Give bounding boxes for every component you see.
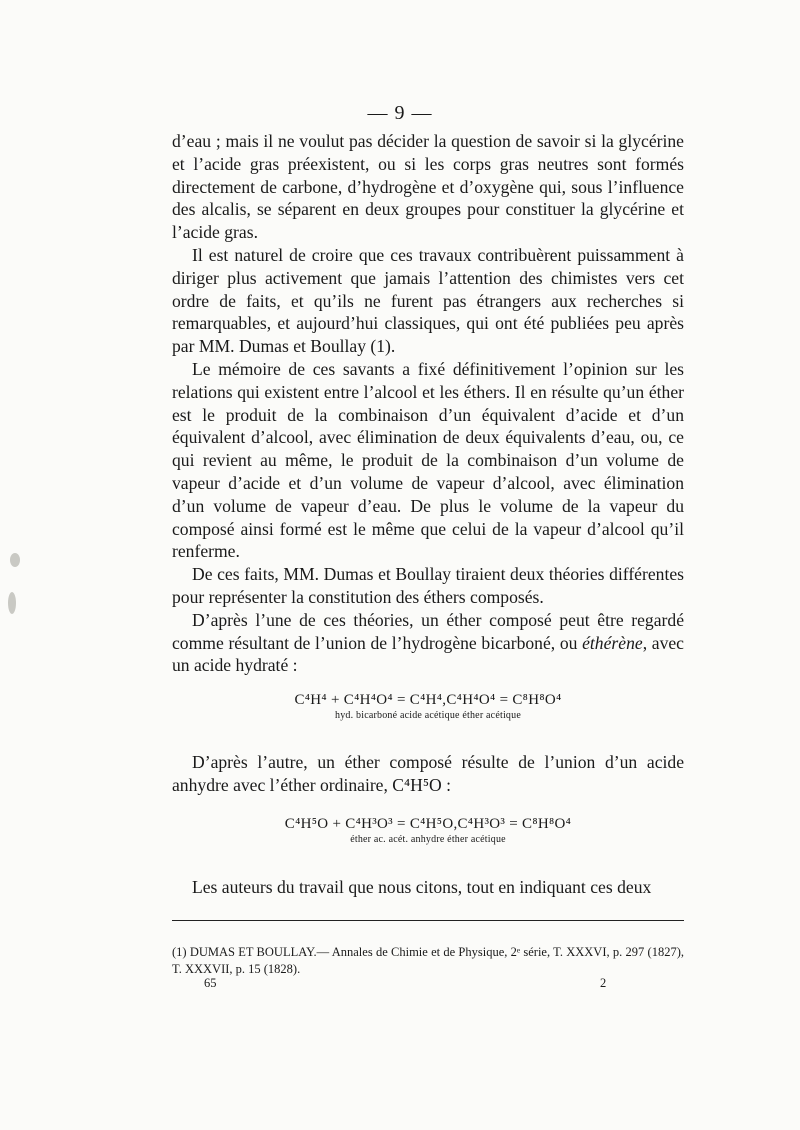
etherene-term: éthérène: [582, 632, 643, 653]
main-text-3: [172, 876, 684, 899]
paragraph-5-text: D’après l’une de ces théories, un éther composé peut être regardé comme résultant de l’union de l’hydrogène bicarboné, ou: [172, 609, 684, 653]
paragraph-5-tail: avec un acide hydraté :: [172, 632, 684, 676]
signature-mark-right: 2: [600, 976, 607, 990]
paper-speck: [10, 553, 20, 567]
paragraph-3: Le mémoire de ces savants a fixé définitivement l’opinion sur les relations qui existent entre l’alcool et les éthers. Il en résulte qu’un éther est le produit de la combinaison d’un équivalent d’acide et d’un équivalent d’alcool, avec élimination de deux équivalents d’eau, ou, ce qui revient au même, le produit de la combinaison d’un volume de vapeur d’acide et d’un volume de vapeur d’alcool, avec élimination d’un volume de vapeur d’eau. De plus le volume de la vapeur du composé ainsi formé est le même que celui de la vapeur d’alcool qu’il renferme.: [172, 358, 684, 562]
footnote-rule: [172, 920, 684, 921]
footnote: (1) DUMAS ET BOULLAY.— Annales de Chimie et de Physique, 2ᵉ série, T. XXXVI, p. 297 (1827), T. XXXVII, p. 15 (1828).: [172, 945, 684, 976]
formula-1-equation: C⁴H⁴ + C⁴H⁴O⁴ = C⁴H⁴,C⁴H⁴O⁴ = C⁸H⁸O⁴: [294, 692, 562, 708]
formula-1: [172, 692, 684, 721]
paragraph-7: Les auteurs du travail que nous citons, tout en indiquant ces deux: [192, 877, 652, 897]
main-text: [172, 130, 684, 677]
formula-2-equation: C⁴H⁵O + C⁴H³O³ = C⁴H⁵O,C⁴H³O³ = C⁸H⁸O⁴: [284, 816, 572, 832]
formula-1-captions: hyd. bicarboné acide acétique éther acétique: [335, 710, 521, 721]
paragraph-1: d’eau ; mais il ne voulut pas décider la question de savoir si la glycérine et l’acide gras préexistent, ou si les corps gras neutres sont formés directement de carbone, d’hydrogène et d’oxygène qui, sous l’influence des alcalis, se séparent en deux groupes pour constituer la glycérine et l’acide gras.: [172, 131, 684, 243]
main-text-2: [172, 751, 684, 797]
page-number: — 9 —: [367, 102, 433, 124]
formula-2: [172, 816, 684, 845]
formula-2-captions: éther ac. acét. anhydre éther acétique: [350, 834, 506, 845]
signature-mark-left: 65: [204, 976, 217, 990]
paragraph-6: D’après l’autre, un éther composé résulte de l’union d’un acide anhydre avec l’éther ordinaire, C⁴H⁵O :: [172, 752, 684, 795]
paragraph-4: De ces faits, MM. Dumas et Boullay tiraient deux théories différentes pour représenter la constitution des éthers composés.: [172, 564, 684, 607]
paragraph-5: D’après l’une de ces théories, un éther composé peut être regardé comme résultant de l’union de l’hydrogène bicarboné, ou éthérène, avec un acide hydraté :: [172, 609, 684, 676]
paragraph-2: Il est naturel de croire que ces travaux contribuèrent puissamment à diriger plus activement que jamais l’attention des chimistes vers cet ordre de faits, et qu’ils ne furent pas étrangers aux recherches si remarquables, et aujourd’hui classiques, qui ont été publiées peu après par MM. Dumas et Boullay (1).: [172, 244, 684, 357]
paper-speck: [8, 592, 16, 614]
